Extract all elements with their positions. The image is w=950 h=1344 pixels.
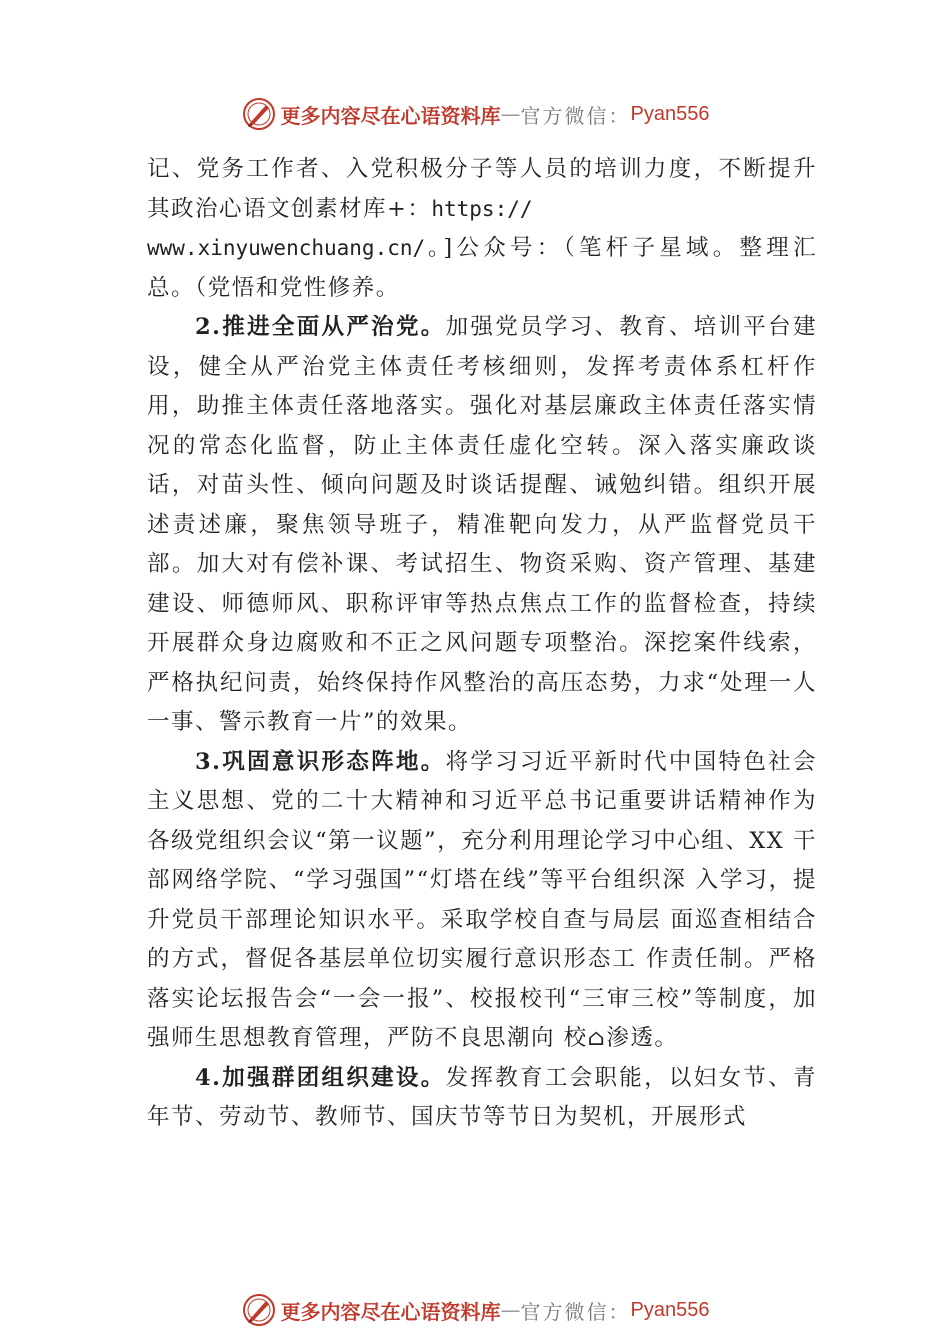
footer-wechat-label: 官方微信： — [520, 1299, 631, 1324]
paragraph-3-text: 将学习习近平新时代中国特色社会主义思想、党的二十大精神和习近平总书记重要讲话精神作为各级党组织会议“第一议题”，充分利用理论学习中心组、XX 干部网络学院、“学习强国”“灯塔在线”等平台组织深 入学习，提升党员干部理论知识水平。采取学校自查与局层 面巡查相结合的方式，督促各基层单位切实履行意识形态工 作责任制。严格落实论坛报告会“一会一报”、校报校刊“三审三校”等制度，加强师生思想教育管理，严防不良思潮向 校⌂渗透。 — [147, 748, 817, 1051]
section-heading-2: 2.推进全面从严治党。 — [195, 314, 446, 340]
footer-banner — [0, 1290, 950, 1330]
section-heading-4: 4.加强群团组织建设。 — [195, 1064, 446, 1091]
url-part-1: https:// — [431, 196, 533, 221]
brush-logo-icon — [241, 96, 277, 132]
header-brand-text: 更多内容尽在心语资料库 — [280, 103, 501, 128]
header-wechat-label: 官方微信： — [520, 103, 631, 128]
paragraph-1-text-a: 记、党务工作者、入党积极分子等人员的培训力度，不断提升其政治心语文创素材库+： — [147, 156, 817, 222]
header-wechat-id: Pyan556 — [630, 102, 710, 125]
paragraph-2-text: 加强党员学习、教育、培训平台建设，健全从严治党主体责任考核细则，发挥考责体系杠杆作用，助推主体责任落地落实。强化对基层廉政主体责任落实情况的常态化监督，防止主体责任虚化空转。深入落实廉政谈话，对苗头性、倾向问题及时谈话提醒、诫勉纠错。组织开展述责述廉，聚焦领导班子，精准靶向发力，从严监督党员干部。加大对有偿补课、考试招生、物资采购、资产管理、基建建设、师德师风、职称评审等热点焦点工作的监督检查，持续开展群众身边腐败和不正之风问题专项整治。深挖案件线索，严格执纪问责，始终保持作风整治的高压态势，力求“处理一人一事、警示教育一片”的效果。 — [147, 314, 817, 735]
paragraph-3 — [147, 743, 817, 1059]
paragraph-1 — [147, 150, 817, 308]
paragraph-1-text-b: 。]公众号：（笔杆子星域。整理汇总。（党悟和党性修养。 — [147, 235, 817, 301]
header-separator: — — [500, 102, 521, 126]
url-part-2: www.xinyuwenchuang.cn/ — [147, 236, 426, 260]
footer-separator: — — [500, 1298, 521, 1322]
document-body — [147, 150, 817, 1138]
paragraph-4-text: 发挥教育工会职能，以妇女节、青年节、劳动节、教师节、国庆节等节日为契机，开展形式 — [147, 1064, 817, 1130]
footer-wechat-id: Pyan556 — [630, 1298, 710, 1321]
paragraph-4 — [147, 1059, 817, 1138]
section-heading-3: 3.巩固意识形态阵地。 — [195, 748, 446, 775]
footer-brand-text: 更多内容尽在心语资料库 — [280, 1299, 501, 1324]
paragraph-2 — [147, 308, 817, 743]
header-banner — [0, 94, 950, 134]
brush-logo-icon — [241, 1292, 277, 1328]
